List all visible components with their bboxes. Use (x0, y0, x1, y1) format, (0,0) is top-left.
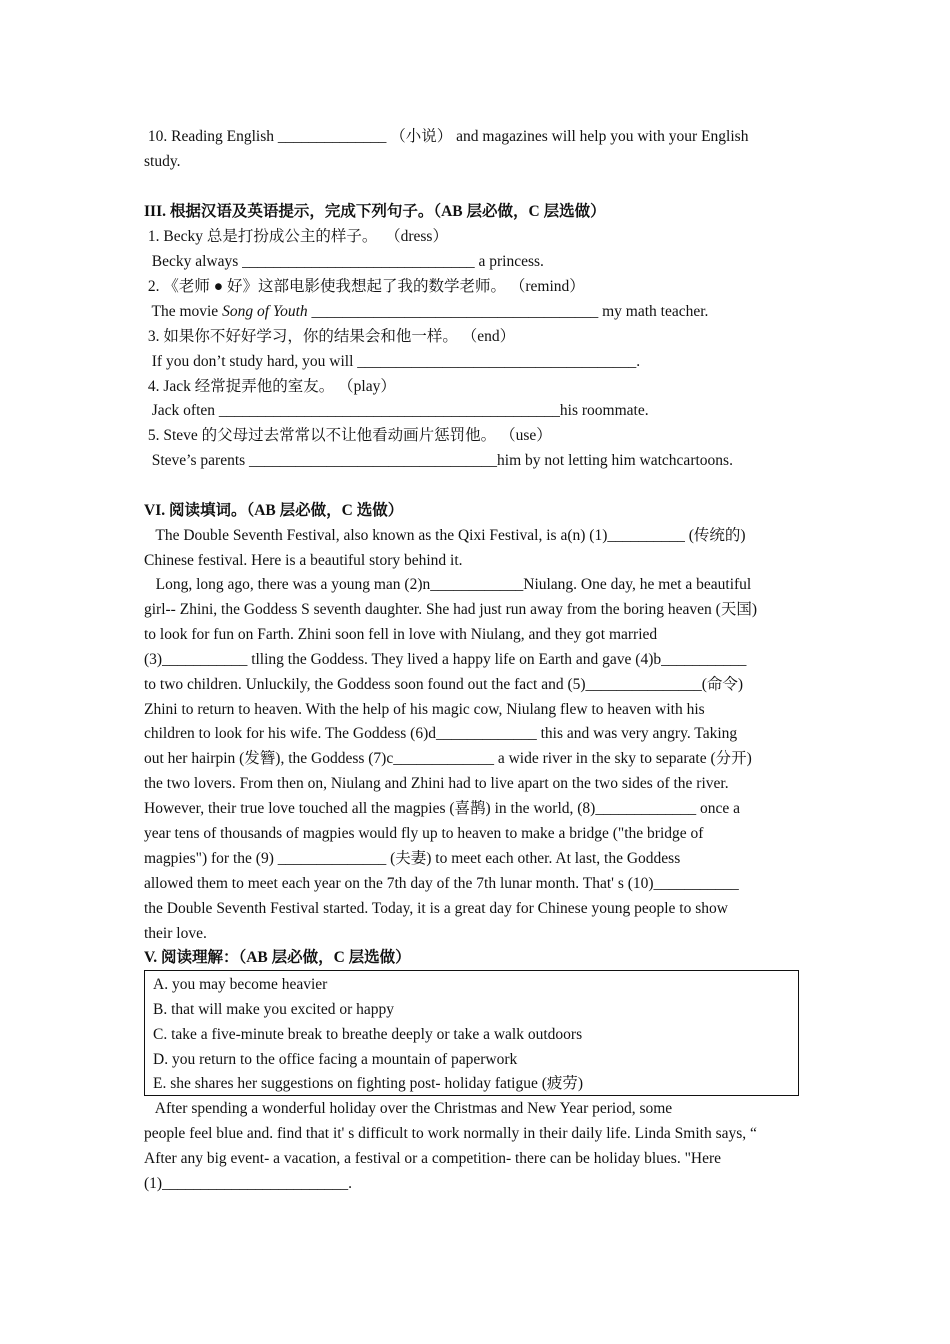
s3-item-2-answer-pre: The movie (144, 303, 223, 320)
q10-line-1: 10. Reading English ______________ （小说） and magazines will help you with your English (144, 128, 749, 145)
movie-title: Song of Youth (222, 303, 308, 320)
s6-line: their love. (144, 925, 207, 942)
s6-line: However, their true love touched all the magpies (喜鹊) in the world, (8)_____________ once a (144, 800, 740, 817)
s5-passage-line: After any big event- a vacation, a festival or a competition- there can be holiday blues. "Here (144, 1150, 722, 1167)
section-3-heading: III. 根据汉语及英语提示，完成下列句子。（AB 层必做，C 层选做） (144, 203, 606, 220)
s3-item-5-prompt: 5. Steve 的父母过去常常以不让他看动画片惩罚他。 （use） (144, 427, 552, 444)
s6-line: year tens of thousands of magpies would fly up to heaven to make a bridge ("the bridge of (144, 825, 704, 842)
s6-line: children to look for his wife. The Goddess (6)d_____________ this and was very angry. Taking (144, 725, 738, 742)
option-e: E. she shares her suggestions on fighting post- holiday fatigue (疲劳) (153, 1075, 584, 1092)
s6-line: Long, long ago, there was a young man (2)n____________Niulang. One day, he met a beautiful (144, 576, 752, 593)
s6-line: girl-- Zhini, the Goddess S seventh daughter. She had just run away from the boring heaven (天国) (144, 601, 757, 618)
option-a: A. you may become heavier (153, 976, 328, 993)
s5-passage-line: After spending a wonderful holiday over the Christmas and New Year period, some (144, 1100, 673, 1117)
s3-item-4-prompt: 4. Jack 经常捉弄他的室友。 （play） (144, 378, 396, 395)
s6-line: to two children. Unluckily, the Goddess soon found out the fact and (5)_______________(命令) (144, 676, 744, 693)
section-6-heading: VI. 阅读填词。（AB 层必做，C 选做） (144, 502, 404, 519)
s3-item-2-prompt: 2. 《老师 ● 好》这部电影使我想起了我的数学老师。 （remind） (144, 278, 585, 295)
options-box (144, 970, 799, 1096)
s3-item-1-answer: Becky always ______________________________ a princess. (144, 253, 544, 270)
s6-line: the Double Seventh Festival started. Today, it is a great day for Chinese young people to show (144, 900, 728, 917)
s6-line: allowed them to meet each year on the 7th day of the 7th lunar month. That' s (10)___________ (144, 875, 739, 892)
s3-item-3-prompt: 3. 如果你不好好学习，你的结果会和他一样。 （end） (144, 328, 516, 345)
s6-line: to look for fun on Farth. Zhini soon fell in love with Niulang, and they got married (144, 626, 658, 643)
s5-passage-line: (1)________________________. (144, 1175, 352, 1192)
s3-item-1-prompt: 1. Becky 总是打扮成公主的样子。 （dress） (144, 228, 448, 245)
s3-item-2-answer-post: _____________________________________ my math teacher. (307, 303, 709, 320)
s6-line: Chinese festival. Here is a beautiful story behind it. (144, 552, 463, 569)
s5-passage-line: people feel blue and. find that it' s difficult to work normally in their daily life. Linda Smith says, “ (144, 1125, 757, 1142)
s6-line: Zhini to return to heaven. With the help of his magic cow, Niulang flew to heaven with his (144, 701, 705, 718)
s6-line: magpies") for the (9) ______________ (夫妻) to meet each other. At last, the Goddess (144, 850, 681, 867)
option-d: D. you return to the office facing a mountain of paperwork (153, 1051, 518, 1068)
s3-item-3-answer: If you don’t study hard, you will ____________________________________. (144, 353, 641, 370)
s3-item-2-answer (144, 302, 708, 322)
s3-item-4-answer: Jack often ____________________________________________his roommate. (144, 402, 649, 419)
s6-line: out her hairpin (发簪), the Goddess (7)c_____________ a wide river in the sky to separate (分开) (144, 750, 752, 767)
option-b: B. that will make you excited or happy (153, 1001, 395, 1018)
s6-line: The Double Seventh Festival, also known as the Qixi Festival, is a(n) (1)__________ (传统的) (144, 527, 746, 544)
option-c: C. take a five-minute break to breathe deeply or take a walk outdoors (153, 1026, 583, 1043)
s6-line: (3)___________ tlling the Goddess. They lived a happy life on Earth and gave (4)b___________ (144, 651, 747, 668)
section-5-heading: V. 阅读理解：（AB 层必做，C 层选做） (144, 949, 411, 966)
q10-line-2: study. (144, 153, 181, 170)
s6-line: the two lovers. From then on, Niulang and Zhini had to live apart on the two sides of the river. (144, 775, 729, 792)
s3-item-5-answer: Steve’s parents ________________________________him by not letting him watchcartoons. (144, 452, 733, 469)
